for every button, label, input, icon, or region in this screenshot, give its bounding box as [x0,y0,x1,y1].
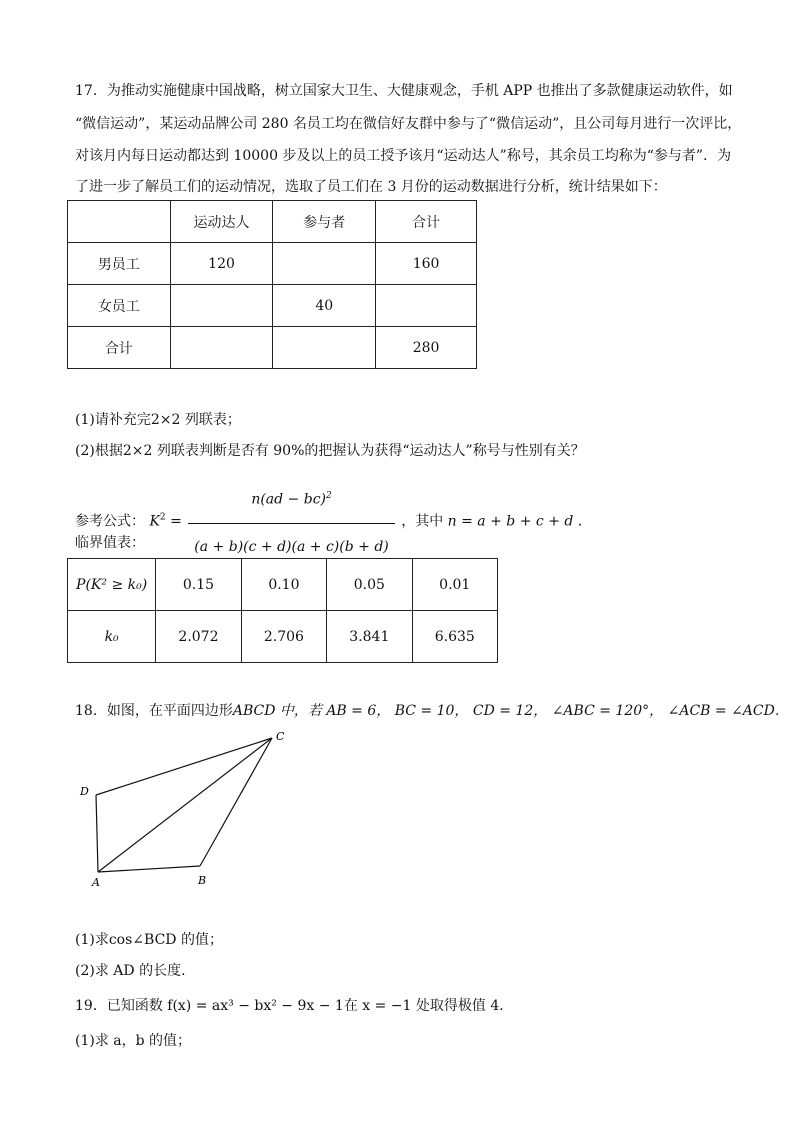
reference-formula: 参考公式： $K^2$ = $\frac{n(ad - bc)^2}{(a + b)(c + d)(a + c)(b + d)}$ ，其中 n = a + b + c + d ． [75,474,592,569]
table-cell [170,327,273,369]
q18-stem-math: ABCD 中，若 AB = 6， BC = 10， CD = 12， ∠ABC = 120°， ∠ACB = ∠ACD． [232,703,789,719]
table-cell: 2.706 [241,611,326,663]
table-cell: 3.841 [327,611,412,663]
q18-part1: (1)求cos∠BCD 的值； [75,932,223,948]
q18-stem-prefix: 18．如图，在平面四边形 [75,703,233,719]
table-cell [170,285,273,327]
row-header: 男员工 [68,243,171,285]
formula-denominator: (a + b)(c + d)(a + c)(b + d) [194,538,389,555]
critical-value-label: 临界值表： [75,535,145,551]
q18-part2: (2)求 AD 的长度． [75,963,196,979]
contingency-table [67,200,477,369]
vertex-label-d: D [80,785,89,798]
table-row [68,327,477,369]
table-header: 参与者 [273,201,376,243]
vertex-label-b: B [198,874,207,887]
table-cell [273,327,376,369]
table-header: 合计 [376,201,477,243]
vertex-label-c: C [276,730,285,743]
table-cell [273,243,376,285]
table-cell: 0.01 [412,559,497,611]
segment-ac [98,738,272,872]
vertex-label-a: A [92,876,100,889]
table-cell: 40 [273,285,376,327]
table-cell: 2.072 [156,611,241,663]
q17-stem-line4: 了进一步了解员工们的运动情况，选取了员工们在 3 月份的运动数据进行分析，统计结果如下： [75,179,667,195]
table-cell: 6.635 [412,611,497,663]
row-header: P(K² ≥ k₀) [68,559,156,611]
row-header: k₀ [68,611,156,663]
table-cell [68,201,171,243]
formula-end: ． [577,513,592,530]
formula-lhs: K [149,513,160,530]
q17-part1: (1)请补充完2×2 列联表； [75,412,241,428]
segment-ab [98,866,200,872]
q19-stem: 19．已知函数 f(x) = ax³ − bx² − 9x − 1在 x = −1 处取得极值 4． [75,998,514,1014]
formula-n: n = a + b + c + d [447,513,574,530]
table-row [68,559,498,611]
segment-cd [96,738,272,795]
table-row [68,611,498,663]
table-cell: 0.05 [327,559,412,611]
table-header: 运动达人 [170,201,273,243]
table-cell [376,285,477,327]
table-cell: 280 [376,327,477,369]
segment-da [96,795,98,872]
q17-stem-line1: 17．为推动实施健康中国战略，树立国家大卫生、大健康观念，手机 APP 也推出了多款健康运动软件，如 [75,83,733,99]
table-row [68,243,477,285]
formula-where: ，其中 [401,513,444,530]
table-cell: 0.15 [156,559,241,611]
q18-stem [75,701,789,721]
q17-part2: (2)根据2×2 列联表判断是否有 90%的把握认为获得“运动达人”称号与性别有关？ [75,443,585,459]
formula-numerator: n(ad − bc)$^2$ [188,474,394,524]
q17-stem-line2: “微信运动”，某运动品牌公司 280 名员工均在微信好友群中参与了“微信运动”，且公司每月进行一次评比， [75,116,742,132]
row-header: 合计 [68,327,171,369]
table-cell: 160 [376,243,477,285]
table-cell: 120 [170,243,273,285]
critical-value-table [67,558,498,663]
formula-label: 参考公式： [75,513,145,530]
q19-part1: (1)求 a，b 的值； [75,1033,192,1049]
quadrilateral-figure [70,728,300,893]
formula-fraction [188,474,394,569]
table-cell: 0.10 [241,559,326,611]
table-row [68,201,477,243]
table-row [68,285,477,327]
row-header: 女员工 [68,285,171,327]
q17-stem-line3: 对该月内每日运动都达到 10000 步及以上的员工授予该月“运动达人”称号，其余员工均称为“参与者”．为 [75,148,732,164]
